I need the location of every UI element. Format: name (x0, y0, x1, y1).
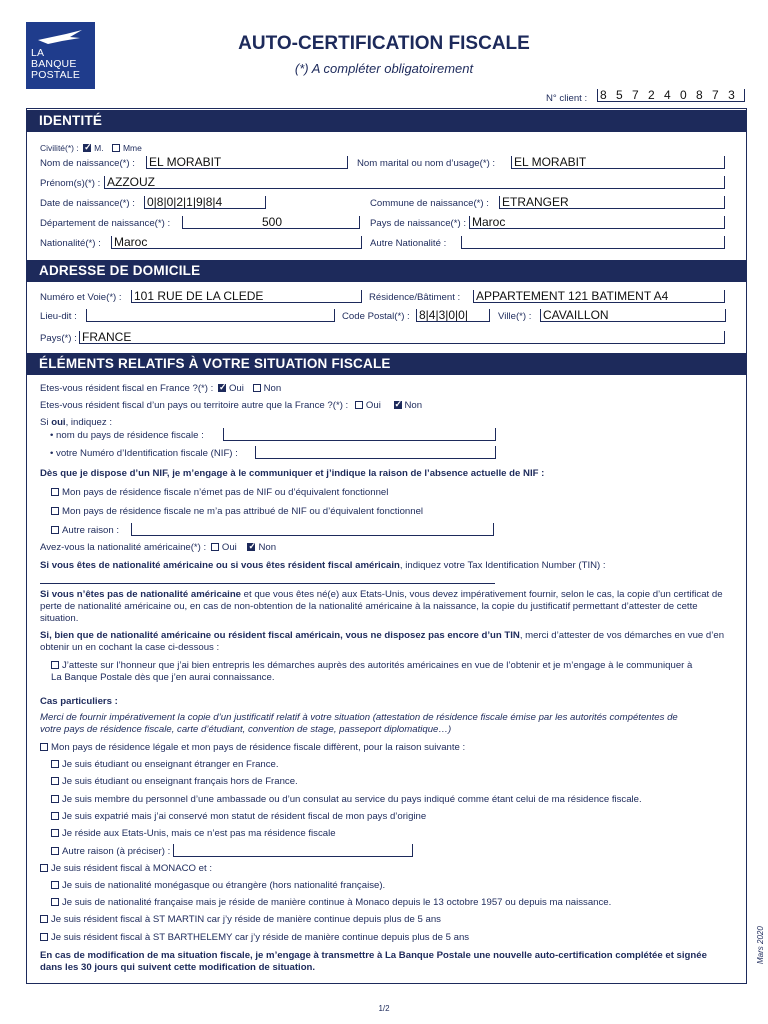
prenoms-label: Prénom(s)(*) : (40, 178, 101, 189)
cas-diff-item-3[interactable]: Je suis membre du personnel d’une ambassade ou d’un consulat au service du pays indiqué comme étant celui de ma résidence fiscale. (51, 794, 642, 805)
logo-line-1: LA (31, 47, 45, 59)
residence-field[interactable]: APPARTEMENT 121 BATIMENT A4 (473, 290, 725, 303)
logo-line-2: BANQUE (31, 58, 77, 70)
civilite-m-label: M. (94, 143, 104, 153)
section-identite-header: IDENTITÉ (26, 110, 747, 132)
nationalite-us-oui-checkbox[interactable] (211, 543, 219, 551)
code-postal-label: Code Postal(*) : (342, 311, 410, 322)
st-martin-checkbox[interactable] (40, 915, 48, 923)
civilite-m-checkbox[interactable] (83, 144, 91, 152)
cas-particuliers-note: Merci de fournir impérativement la copie d’un justificatif relatif à votre situation (attestation de résidence fiscale émise par les autorités compétentes de votre pays de résidence fiscale, carte d’étudiant, convention de stage, passeport diplomatique…) (40, 712, 678, 735)
nif-option-3-checkbox[interactable] (51, 526, 59, 534)
cas-diff-item-5-checkbox[interactable] (51, 829, 59, 837)
resident-autre-oui-label: Oui (365, 400, 381, 411)
monaco-item-2-checkbox[interactable] (51, 898, 59, 906)
departement-naissance-field[interactable]: 500 (182, 216, 360, 229)
nationalite-us-non-checkbox[interactable] (247, 543, 255, 551)
page-subtitle: (*) A compléter obligatoirement (294, 61, 474, 76)
page-title: AUTO-CERTIFICATION FISCALE (238, 33, 530, 54)
nationalite-us-non-label: Non (258, 542, 277, 553)
civilite-mme-checkbox[interactable] (112, 144, 120, 152)
cas-diff-item-6[interactable]: Autre raison (à préciser) : (51, 846, 170, 857)
cas-diff-item-2-checkbox[interactable] (51, 777, 59, 785)
nationalite-us-row (40, 542, 276, 553)
nif-field[interactable] (255, 446, 496, 459)
numero-voie-field[interactable]: 101 RUE DE LA CLEDE (131, 290, 362, 303)
nationalite-us-oui-label: Oui (221, 542, 237, 553)
section-adresse-header: ADRESSE DE DOMICILE (26, 260, 747, 282)
page-number: 1/2 (378, 1004, 390, 1013)
prenoms-field[interactable]: AZZOUZ (104, 176, 725, 189)
cas-diff-item-4[interactable]: Je suis expatrié mais j’ai conservé mon statut de résident fiscal de mon pays d’origine (51, 811, 426, 822)
logo-line-3: POSTALE (31, 69, 81, 81)
client-number-field[interactable]: 8 5 7 2 4 0 8 7 3 (597, 89, 745, 102)
resident-fr-question: Etes-vous résident fiscal en France ?(*) : (40, 383, 214, 394)
tin-field[interactable] (40, 571, 495, 584)
resident-fr-non-label: Non (263, 383, 282, 394)
cas-diff-item-2[interactable]: Je suis étudiant ou enseignant français hors de France. (51, 776, 298, 787)
st-martin-option[interactable]: Je suis résident fiscal à ST MARTIN car j’y réside de manière continue depuis plus de 5 ans (40, 914, 441, 925)
nif-option-1[interactable]: Mon pays de résidence fiscale n’émet pas de NIF ou d’équivalent fonctionnel (51, 487, 388, 498)
autre-raison-preciser-field[interactable] (173, 844, 413, 857)
cas-particuliers-title: Cas particuliers : (40, 696, 118, 707)
tin-question: Si vous êtes de nationalité américaine ou si vous êtes résident fiscal américain, indiquez votre Tax Identification Number (TIN) : (40, 560, 606, 571)
edition-date-note: Mars 2020 (756, 926, 765, 964)
resident-autre-non-checkbox[interactable] (394, 401, 402, 409)
nom-naissance-label: Nom de naissance(*) : (40, 158, 135, 169)
resident-autre-oui-checkbox[interactable] (355, 401, 363, 409)
nationalite-us-question: Avez-vous la nationalité américaine(*) : (40, 542, 207, 553)
resident-autre-non-label: Non (404, 400, 423, 411)
nom-marital-field[interactable]: EL MORABIT (511, 156, 725, 169)
commune-naissance-field[interactable]: ETRANGER (499, 196, 725, 209)
resident-fr-non-checkbox[interactable] (253, 384, 261, 392)
nom-marital-label: Nom marital ou nom d’usage(*) : (357, 158, 496, 169)
nom-pays-residence-label: • nom du pays de résidence fiscale : (50, 430, 204, 441)
departement-naissance-label: Département de naissance(*) : (40, 218, 171, 229)
si-oui-label: Si oui, indiquez : (40, 417, 112, 428)
nif-autre-raison-field[interactable] (131, 523, 494, 536)
nom-pays-residence-field[interactable] (223, 428, 496, 441)
date-naissance-field[interactable]: 0|8|0|2|1|9|8|4 (144, 196, 266, 209)
cas-diff-checkbox[interactable] (40, 743, 48, 751)
cas-diff-item-4-checkbox[interactable] (51, 812, 59, 820)
nif-option-1-checkbox[interactable] (51, 488, 59, 496)
lieu-dit-label: Lieu-dit : (40, 311, 77, 322)
nif-label: • votre Numéro d’Identification fiscale (NIF) : (50, 448, 238, 459)
residence-label: Résidence/Bâtiment : (369, 292, 461, 303)
section-fiscal-header: ÉLÉMENTS RELATIFS À VOTRE SITUATION FISCALE (26, 353, 747, 375)
atteste-option[interactable]: J’atteste sur l’honneur que j’ai bien entrepris les démarches auprès des autorités américaines en vue de l’obtenir et je m’engage à le communiquer à La Banque Postale dès que j’en aurai connaissance. (51, 660, 693, 683)
engagement-nif-text: Dès que je dispose d’un NIF, je m’engage à le communiquer et j’indique la raison de l’absence actuelle de NIF : (40, 468, 545, 479)
resident-fr-oui-label: Oui (228, 383, 244, 394)
nom-naissance-field[interactable]: EL MORABIT (146, 156, 348, 169)
resident-fr-oui-checkbox[interactable] (218, 384, 226, 392)
autre-nationalite-field[interactable] (461, 236, 725, 249)
ville-field[interactable]: CAVAILLON (540, 309, 726, 322)
autre-nationalite-label: Autre Nationalité : (370, 238, 447, 249)
nationalite-label: Nationalité(*) : (40, 238, 101, 249)
resident-autre-row (40, 400, 422, 411)
pays-naissance-field[interactable]: Maroc (469, 216, 725, 229)
ville-label: Ville(*) : (498, 311, 532, 322)
resident-fr-row (40, 383, 281, 394)
commune-naissance-label: Commune de naissance(*) : (370, 198, 489, 209)
monaco-checkbox[interactable] (40, 864, 48, 872)
cas-diff-item-3-checkbox[interactable] (51, 795, 59, 803)
nif-option-2[interactable]: Mon pays de résidence fiscale ne m’a pas attribué de NIF ou d’équivalent fonctionnel (51, 506, 423, 517)
resident-autre-question: Etes-vous résident fiscal d’un pays ou territoire autre que la France ?(*) : (40, 400, 349, 411)
cas-diff-option[interactable]: Mon pays de résidence légale et mon pays de résidence fiscale diffèrent, pour la raison suivante : (40, 742, 465, 753)
pays-label: Pays(*) : (40, 333, 77, 344)
cas-diff-item-1-checkbox[interactable] (51, 760, 59, 768)
numero-voie-label: Numéro et Voie(*) : (40, 292, 122, 303)
civilite-label: Civilité(*) : (40, 143, 79, 153)
no-tin-paragraph: Si, bien que de nationalité américaine ou résident fiscal américain, vous ne disposez pas encore d’un TIN, merci d’attester de vos démarches en vue d’en obtenir un en cochant la case ci-dessous : (40, 630, 725, 653)
civilite-row (40, 143, 142, 153)
monaco-item-2[interactable]: Je suis de nationalité française mais je réside de manière continue à Monaco depuis le 13 octobre 1957 ou depuis ma naissance. (51, 897, 611, 908)
non-us-paragraph: Si vous n’êtes pas de nationalité américaine et que vous êtes né(e) aux Etats-Unis, vous devez impérativement fournir, selon le cas, la copie d’un certificat de perte de nationalité américaine ou, en cas de non-obtention de la nationalité américaine à la naissance, la copie du justificatif permettant d’attester de cette situation. (40, 589, 723, 624)
cas-diff-item-5[interactable]: Je réside aux Etats-Unis, mais ce n’est pas ma résidence fiscale (51, 828, 336, 839)
nationalite-field[interactable]: Maroc (111, 236, 362, 249)
monaco-item-1-checkbox[interactable] (51, 881, 59, 889)
code-postal-field[interactable]: 8|4|3|0|0| (416, 309, 490, 322)
monaco-item-1[interactable]: Je suis de nationalité monégasque ou étrangère (hors nationalité française). (51, 880, 385, 891)
lieu-dit-field[interactable] (86, 309, 335, 322)
atteste-checkbox[interactable] (51, 661, 59, 669)
nif-option-2-checkbox[interactable] (51, 507, 59, 515)
cas-diff-item-1[interactable]: Je suis étudiant ou enseignant étranger en France. (51, 759, 279, 770)
cas-diff-item-6-checkbox[interactable] (51, 847, 59, 855)
civilite-mme-label: Mme (122, 143, 142, 153)
st-barthelemy-option[interactable]: Je suis résident fiscal à ST BARTHELEMY car j’y réside de manière continue depuis plus de 5 ans (40, 932, 469, 943)
nif-option-3[interactable]: Autre raison : (51, 525, 119, 536)
pays-naissance-label: Pays de naissance(*) : (370, 218, 466, 229)
pays-field[interactable]: FRANCE (79, 331, 725, 344)
st-barthelemy-checkbox[interactable] (40, 933, 48, 941)
client-number-label: N° client : (546, 93, 588, 104)
monaco-option[interactable]: Je suis résident fiscal à MONACO et : (40, 863, 212, 874)
modification-engagement-text: En cas de modification de ma situation fiscale, je m’engage à transmettre à La Banque Postale une nouvelle auto-certification complétée et signée dans les 30 jours qui suivent cette modification de situation. (40, 950, 707, 973)
date-naissance-label: Date de naissance(*) : (40, 198, 135, 209)
